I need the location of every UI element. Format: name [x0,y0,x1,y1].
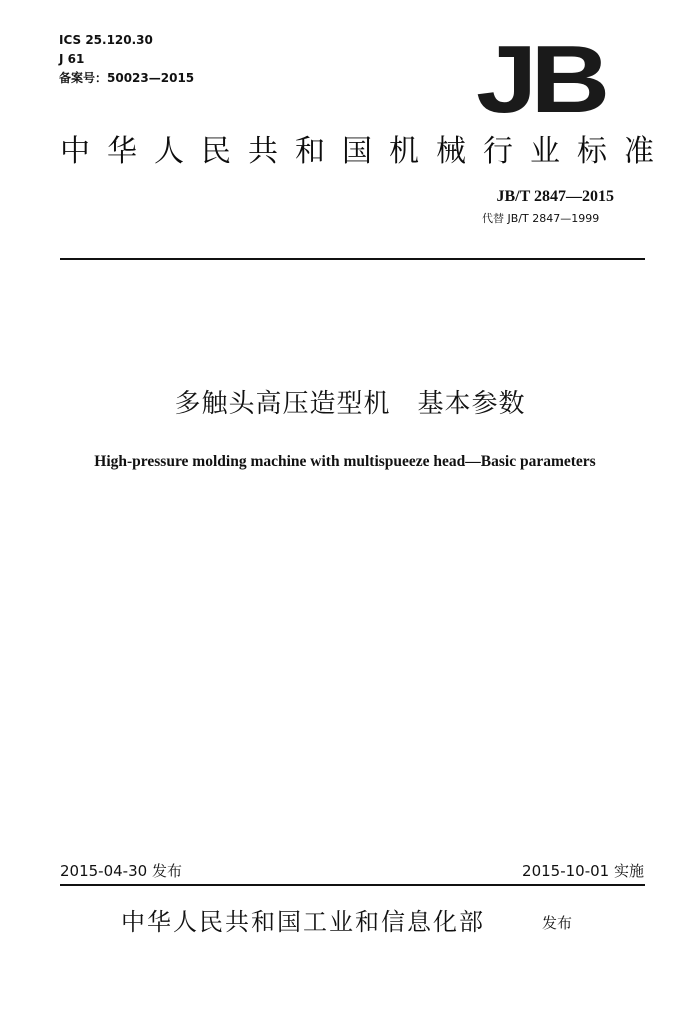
publisher-name: 中华人民共和国工业和信息化部 [121,908,485,936]
document-title-english: High-pressure molding machine with multispueeze head—Basic parameters [94,453,596,470]
document-title-chinese: 多触头高压造型机 基本参数 [174,389,526,419]
jb-logo: JB [476,26,604,133]
standard-category-title: 中华人民共和国机械行业标准 [60,134,671,169]
ics-code: ICS 25.120.30 [59,33,153,47]
issue-date: 2015-04-30 发布 [60,862,182,880]
classification-code: J 61 [59,52,85,66]
implementation-date: 2015-10-01 实施 [522,862,644,880]
record-number: 备案号：50023—2015 [59,71,195,85]
publisher-suffix: 发布 [542,914,573,932]
bottom-divider [60,884,645,886]
top-divider [60,258,645,260]
standard-number: JB/T 2847—2015 [496,188,614,205]
replaces-standard: 代替 JB/T 2847—1999 [482,212,600,225]
